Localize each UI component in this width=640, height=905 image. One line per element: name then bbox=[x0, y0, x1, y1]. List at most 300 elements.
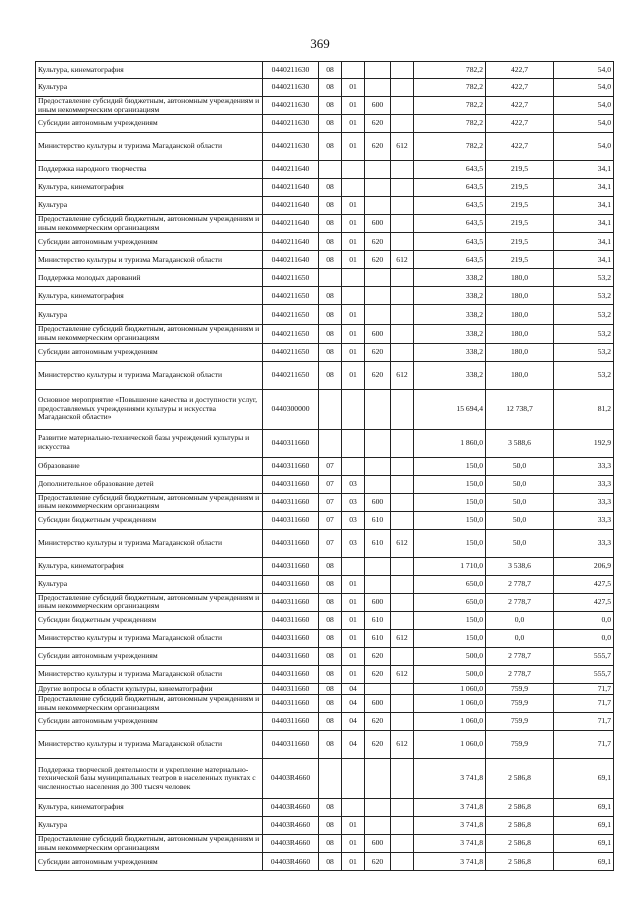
row-executed-amount: 219,5 bbox=[486, 215, 554, 233]
row-target-code: 0440311660 bbox=[263, 629, 319, 647]
row-planned-amount: 500,0 bbox=[414, 647, 486, 665]
row-department bbox=[391, 511, 414, 529]
row-execution-percent: 0,0 bbox=[554, 629, 614, 647]
row-subsection bbox=[342, 429, 365, 457]
row-department bbox=[391, 287, 414, 305]
row-planned-amount: 782,2 bbox=[414, 133, 486, 161]
row-name: Культура, кинематография bbox=[36, 557, 263, 575]
row-name: Министерство культуры и туризма Магаданской области bbox=[36, 361, 263, 389]
table-row bbox=[36, 287, 614, 305]
row-section: 08 bbox=[319, 853, 342, 871]
row-section: 08 bbox=[319, 835, 342, 853]
row-subsection: 04 bbox=[342, 683, 365, 694]
row-name: Предоставление субсидий бюджетным, автономным учреждениям и иным некоммерческим организациям bbox=[36, 593, 263, 611]
table-row bbox=[36, 629, 614, 647]
row-subsection: 03 bbox=[342, 475, 365, 493]
row-planned-amount: 15 694,4 bbox=[414, 389, 486, 429]
row-execution-percent: 54,0 bbox=[554, 133, 614, 161]
row-executed-amount: 180,0 bbox=[486, 269, 554, 287]
row-execution-percent: 34,1 bbox=[554, 179, 614, 197]
row-target-code: 0440311660 bbox=[263, 593, 319, 611]
row-planned-amount: 643,5 bbox=[414, 197, 486, 215]
table-row bbox=[36, 593, 614, 611]
row-name: Поддержка молодых дарований bbox=[36, 269, 263, 287]
row-execution-percent: 69,1 bbox=[554, 835, 614, 853]
row-subsection: 03 bbox=[342, 511, 365, 529]
row-execution-percent: 33,3 bbox=[554, 493, 614, 511]
table-row bbox=[36, 683, 614, 694]
row-planned-amount: 338,2 bbox=[414, 287, 486, 305]
row-subsection bbox=[342, 179, 365, 197]
row-target-code: 0440211640 bbox=[263, 233, 319, 251]
row-target-code: 0440311660 bbox=[263, 713, 319, 731]
table-row bbox=[36, 557, 614, 575]
row-department bbox=[391, 493, 414, 511]
row-planned-amount: 150,0 bbox=[414, 493, 486, 511]
row-execution-percent: 53,2 bbox=[554, 325, 614, 343]
row-expense-type: 610 bbox=[365, 529, 391, 557]
row-subsection bbox=[342, 62, 365, 79]
row-subsection bbox=[342, 799, 365, 817]
row-target-code: 0440311660 bbox=[263, 647, 319, 665]
table-row bbox=[36, 97, 614, 115]
row-name: Министерство культуры и туризма Магаданской области bbox=[36, 529, 263, 557]
table-row bbox=[36, 799, 614, 817]
row-section: 08 bbox=[319, 133, 342, 161]
row-execution-percent: 69,1 bbox=[554, 759, 614, 799]
row-planned-amount: 650,0 bbox=[414, 575, 486, 593]
row-subsection: 04 bbox=[342, 694, 365, 712]
row-name: Другие вопросы в области культуры, кинематографии bbox=[36, 683, 263, 694]
row-name: Культура, кинематография bbox=[36, 62, 263, 79]
row-execution-percent: 34,1 bbox=[554, 215, 614, 233]
row-executed-amount: 759,9 bbox=[486, 694, 554, 712]
row-target-code: 0440311660 bbox=[263, 575, 319, 593]
table-row bbox=[36, 305, 614, 325]
row-section: 08 bbox=[319, 62, 342, 79]
row-name: Культура bbox=[36, 817, 263, 835]
row-execution-percent: 206,9 bbox=[554, 557, 614, 575]
row-executed-amount: 219,5 bbox=[486, 179, 554, 197]
row-execution-percent: 34,1 bbox=[554, 251, 614, 269]
row-executed-amount: 422,7 bbox=[486, 133, 554, 161]
row-target-code: 0440311660 bbox=[263, 429, 319, 457]
row-executed-amount: 2 778,7 bbox=[486, 647, 554, 665]
row-subsection bbox=[342, 759, 365, 799]
row-planned-amount: 150,0 bbox=[414, 511, 486, 529]
row-expense-type: 620 bbox=[365, 115, 391, 133]
row-execution-percent: 54,0 bbox=[554, 62, 614, 79]
row-execution-percent: 427,5 bbox=[554, 593, 614, 611]
row-planned-amount: 3 741,8 bbox=[414, 759, 486, 799]
row-execution-percent: 427,5 bbox=[554, 575, 614, 593]
row-department: 612 bbox=[391, 133, 414, 161]
row-planned-amount: 643,5 bbox=[414, 251, 486, 269]
table-row bbox=[36, 713, 614, 731]
row-name: Предоставление субсидий бюджетным, автономным учреждениям и иным некоммерческим организациям bbox=[36, 325, 263, 343]
row-executed-amount: 219,5 bbox=[486, 233, 554, 251]
row-department bbox=[391, 429, 414, 457]
table-row bbox=[36, 759, 614, 799]
row-executed-amount: 422,7 bbox=[486, 115, 554, 133]
row-target-code: 04403R4660 bbox=[263, 759, 319, 799]
row-section: 07 bbox=[319, 457, 342, 475]
row-subsection: 01 bbox=[342, 79, 365, 97]
row-department bbox=[391, 197, 414, 215]
row-department bbox=[391, 683, 414, 694]
row-execution-percent: 34,1 bbox=[554, 233, 614, 251]
row-expense-type: 620 bbox=[365, 361, 391, 389]
row-execution-percent: 69,1 bbox=[554, 817, 614, 835]
row-name: Культура bbox=[36, 197, 263, 215]
row-target-code: 0440211630 bbox=[263, 62, 319, 79]
row-department bbox=[391, 713, 414, 731]
row-name: Субсидии автономным учреждениям bbox=[36, 233, 263, 251]
row-target-code: 04403R4660 bbox=[263, 817, 319, 835]
table-row bbox=[36, 197, 614, 215]
row-subsection bbox=[342, 161, 365, 179]
row-section: 08 bbox=[319, 683, 342, 694]
table-row bbox=[36, 575, 614, 593]
row-subsection: 01 bbox=[342, 611, 365, 629]
row-section: 08 bbox=[319, 251, 342, 269]
row-subsection: 01 bbox=[342, 629, 365, 647]
row-expense-type: 600 bbox=[365, 325, 391, 343]
row-expense-type: 620 bbox=[365, 647, 391, 665]
row-subsection bbox=[342, 389, 365, 429]
row-section: 07 bbox=[319, 475, 342, 493]
row-section: 08 bbox=[319, 325, 342, 343]
row-expense-type: 610 bbox=[365, 611, 391, 629]
row-name: Министерство культуры и туризма Магаданской области bbox=[36, 731, 263, 759]
row-department bbox=[391, 759, 414, 799]
row-executed-amount: 219,5 bbox=[486, 251, 554, 269]
row-expense-type bbox=[365, 79, 391, 97]
row-name: Предоставление субсидий бюджетным, автономным учреждениям и иным некоммерческим организациям bbox=[36, 835, 263, 853]
row-executed-amount: 2 778,7 bbox=[486, 593, 554, 611]
row-name: Дополнительное образование детей bbox=[36, 475, 263, 493]
row-department: 612 bbox=[391, 629, 414, 647]
table-row bbox=[36, 647, 614, 665]
row-execution-percent: 81,2 bbox=[554, 389, 614, 429]
table-row bbox=[36, 62, 614, 79]
row-subsection bbox=[342, 557, 365, 575]
table-row bbox=[36, 269, 614, 287]
row-section: 08 bbox=[319, 647, 342, 665]
row-subsection: 01 bbox=[342, 97, 365, 115]
row-department bbox=[391, 343, 414, 361]
row-executed-amount: 2 586,8 bbox=[486, 835, 554, 853]
row-target-code: 0440211640 bbox=[263, 215, 319, 233]
row-section bbox=[319, 389, 342, 429]
row-target-code: 0440211650 bbox=[263, 343, 319, 361]
row-expense-type bbox=[365, 305, 391, 325]
row-target-code: 0440311660 bbox=[263, 665, 319, 683]
row-execution-percent: 54,0 bbox=[554, 97, 614, 115]
table-row bbox=[36, 493, 614, 511]
row-execution-percent: 33,3 bbox=[554, 511, 614, 529]
row-department bbox=[391, 611, 414, 629]
row-department bbox=[391, 475, 414, 493]
row-executed-amount: 422,7 bbox=[486, 62, 554, 79]
row-expense-type bbox=[365, 389, 391, 429]
row-planned-amount: 338,2 bbox=[414, 269, 486, 287]
row-section: 08 bbox=[319, 799, 342, 817]
row-planned-amount: 1 060,0 bbox=[414, 683, 486, 694]
row-expense-type: 620 bbox=[365, 713, 391, 731]
row-planned-amount: 150,0 bbox=[414, 457, 486, 475]
row-planned-amount: 782,2 bbox=[414, 115, 486, 133]
table-row bbox=[36, 133, 614, 161]
row-executed-amount: 0,0 bbox=[486, 629, 554, 647]
row-expense-type: 600 bbox=[365, 593, 391, 611]
row-target-code: 0440311660 bbox=[263, 694, 319, 712]
budget-table bbox=[35, 61, 614, 871]
row-execution-percent: 54,0 bbox=[554, 79, 614, 97]
row-department bbox=[391, 647, 414, 665]
row-subsection: 01 bbox=[342, 305, 365, 325]
row-department bbox=[391, 835, 414, 853]
row-subsection: 04 bbox=[342, 731, 365, 759]
row-name: Культура, кинематография bbox=[36, 799, 263, 817]
row-subsection: 01 bbox=[342, 133, 365, 161]
row-department bbox=[391, 79, 414, 97]
row-planned-amount: 338,2 bbox=[414, 361, 486, 389]
table-row bbox=[36, 835, 614, 853]
row-section: 08 bbox=[319, 343, 342, 361]
row-name: Субсидии автономным учреждениям bbox=[36, 115, 263, 133]
row-planned-amount: 3 741,8 bbox=[414, 817, 486, 835]
row-department bbox=[391, 115, 414, 133]
row-executed-amount: 50,0 bbox=[486, 457, 554, 475]
row-planned-amount: 150,0 bbox=[414, 529, 486, 557]
row-executed-amount: 12 738,7 bbox=[486, 389, 554, 429]
row-planned-amount: 643,5 bbox=[414, 215, 486, 233]
row-expense-type bbox=[365, 269, 391, 287]
row-department bbox=[391, 305, 414, 325]
row-department bbox=[391, 575, 414, 593]
row-subsection: 03 bbox=[342, 529, 365, 557]
row-name: Министерство культуры и туризма Магаданской области bbox=[36, 629, 263, 647]
row-planned-amount: 1 060,0 bbox=[414, 694, 486, 712]
row-name: Субсидии бюджетным учреждениям bbox=[36, 611, 263, 629]
row-name: Министерство культуры и туризма Магаданской области bbox=[36, 665, 263, 683]
row-planned-amount: 150,0 bbox=[414, 475, 486, 493]
row-department bbox=[391, 97, 414, 115]
row-section: 07 bbox=[319, 511, 342, 529]
row-expense-type: 610 bbox=[365, 511, 391, 529]
row-planned-amount: 1 710,0 bbox=[414, 557, 486, 575]
row-subsection: 01 bbox=[342, 233, 365, 251]
row-department bbox=[391, 62, 414, 79]
row-execution-percent: 555,7 bbox=[554, 665, 614, 683]
row-name: Субсидии бюджетным учреждениям bbox=[36, 511, 263, 529]
row-expense-type: 600 bbox=[365, 215, 391, 233]
row-target-code: 0440211630 bbox=[263, 133, 319, 161]
row-execution-percent: 192,9 bbox=[554, 429, 614, 457]
row-subsection: 01 bbox=[342, 251, 365, 269]
row-department: 612 bbox=[391, 731, 414, 759]
table-row bbox=[36, 215, 614, 233]
row-executed-amount: 180,0 bbox=[486, 287, 554, 305]
row-planned-amount: 650,0 bbox=[414, 593, 486, 611]
row-section: 08 bbox=[319, 361, 342, 389]
row-name: Субсидии автономным учреждениям bbox=[36, 853, 263, 871]
row-target-code: 0440211630 bbox=[263, 79, 319, 97]
row-executed-amount: 2 586,8 bbox=[486, 853, 554, 871]
row-execution-percent: 33,3 bbox=[554, 457, 614, 475]
row-expense-type: 600 bbox=[365, 694, 391, 712]
row-executed-amount: 180,0 bbox=[486, 343, 554, 361]
row-section: 08 bbox=[319, 179, 342, 197]
row-target-code: 0440211650 bbox=[263, 287, 319, 305]
row-subsection: 01 bbox=[342, 361, 365, 389]
row-executed-amount: 219,5 bbox=[486, 197, 554, 215]
row-name: Предоставление субсидий бюджетным, автономным учреждениям и иным некоммерческим организациям bbox=[36, 493, 263, 511]
row-target-code: 0440211640 bbox=[263, 197, 319, 215]
row-section: 08 bbox=[319, 115, 342, 133]
row-department bbox=[391, 389, 414, 429]
row-department bbox=[391, 179, 414, 197]
row-section: 08 bbox=[319, 593, 342, 611]
row-expense-type bbox=[365, 575, 391, 593]
row-subsection: 01 bbox=[342, 593, 365, 611]
table-row bbox=[36, 665, 614, 683]
table-row bbox=[36, 343, 614, 361]
row-target-code: 0440211650 bbox=[263, 325, 319, 343]
row-subsection: 01 bbox=[342, 343, 365, 361]
row-executed-amount: 219,5 bbox=[486, 161, 554, 179]
row-expense-type bbox=[365, 287, 391, 305]
row-planned-amount: 1 060,0 bbox=[414, 713, 486, 731]
row-target-code: 04403R4660 bbox=[263, 799, 319, 817]
row-name: Министерство культуры и туризма Магаданской области bbox=[36, 251, 263, 269]
row-department bbox=[391, 457, 414, 475]
row-subsection: 01 bbox=[342, 665, 365, 683]
table-row bbox=[36, 731, 614, 759]
row-execution-percent: 69,1 bbox=[554, 853, 614, 871]
row-execution-percent: 71,7 bbox=[554, 731, 614, 759]
row-department bbox=[391, 853, 414, 871]
row-target-code: 0440211650 bbox=[263, 269, 319, 287]
row-section: 08 bbox=[319, 611, 342, 629]
row-target-code: 0440211640 bbox=[263, 161, 319, 179]
row-section: 08 bbox=[319, 79, 342, 97]
row-section bbox=[319, 161, 342, 179]
table-row bbox=[36, 115, 614, 133]
row-planned-amount: 1 060,0 bbox=[414, 731, 486, 759]
row-target-code: 0440311660 bbox=[263, 683, 319, 694]
row-subsection: 01 bbox=[342, 647, 365, 665]
row-expense-type: 620 bbox=[365, 133, 391, 161]
table-row bbox=[36, 161, 614, 179]
row-expense-type bbox=[365, 457, 391, 475]
row-target-code: 0440311660 bbox=[263, 475, 319, 493]
row-subsection: 01 bbox=[342, 853, 365, 871]
row-planned-amount: 782,2 bbox=[414, 79, 486, 97]
row-section bbox=[319, 429, 342, 457]
table-row bbox=[36, 251, 614, 269]
row-execution-percent: 33,3 bbox=[554, 529, 614, 557]
row-subsection: 01 bbox=[342, 325, 365, 343]
row-target-code: 0440311660 bbox=[263, 529, 319, 557]
row-executed-amount: 180,0 bbox=[486, 305, 554, 325]
row-department bbox=[391, 593, 414, 611]
row-expense-type bbox=[365, 799, 391, 817]
row-expense-type: 600 bbox=[365, 835, 391, 853]
row-executed-amount: 3 538,6 bbox=[486, 557, 554, 575]
row-expense-type bbox=[365, 759, 391, 799]
row-planned-amount: 3 741,8 bbox=[414, 853, 486, 871]
row-name: Культура bbox=[36, 575, 263, 593]
row-execution-percent: 53,2 bbox=[554, 269, 614, 287]
row-target-code: 0440311660 bbox=[263, 731, 319, 759]
row-department: 612 bbox=[391, 665, 414, 683]
row-department: 612 bbox=[391, 529, 414, 557]
row-subsection: 01 bbox=[342, 115, 365, 133]
row-name: Культура, кинематография bbox=[36, 287, 263, 305]
row-planned-amount: 782,2 bbox=[414, 97, 486, 115]
row-target-code: 0440211630 bbox=[263, 97, 319, 115]
row-executed-amount: 759,9 bbox=[486, 731, 554, 759]
row-execution-percent: 33,3 bbox=[554, 475, 614, 493]
row-section: 08 bbox=[319, 215, 342, 233]
row-planned-amount: 338,2 bbox=[414, 325, 486, 343]
row-department bbox=[391, 694, 414, 712]
row-subsection: 01 bbox=[342, 215, 365, 233]
row-execution-percent: 71,7 bbox=[554, 713, 614, 731]
table-row bbox=[36, 475, 614, 493]
row-subsection bbox=[342, 287, 365, 305]
row-target-code: 0440211630 bbox=[263, 115, 319, 133]
row-section: 08 bbox=[319, 233, 342, 251]
row-executed-amount: 50,0 bbox=[486, 493, 554, 511]
row-executed-amount: 3 588,6 bbox=[486, 429, 554, 457]
row-name: Субсидии автономным учреждениям bbox=[36, 647, 263, 665]
row-execution-percent: 34,1 bbox=[554, 197, 614, 215]
row-expense-type: 620 bbox=[365, 665, 391, 683]
table-row bbox=[36, 511, 614, 529]
row-expense-type: 600 bbox=[365, 97, 391, 115]
row-department bbox=[391, 325, 414, 343]
row-department: 612 bbox=[391, 251, 414, 269]
row-subsection: 04 bbox=[342, 713, 365, 731]
row-expense-type bbox=[365, 161, 391, 179]
table-row bbox=[36, 457, 614, 475]
row-planned-amount: 338,2 bbox=[414, 343, 486, 361]
row-department: 612 bbox=[391, 361, 414, 389]
row-name: Основное мероприятие «Повышение качества и доступности услуг, предоставляемых учреждениями культуры и искусства Магаданской области» bbox=[36, 389, 263, 429]
row-executed-amount: 2 586,8 bbox=[486, 799, 554, 817]
row-expense-type bbox=[365, 179, 391, 197]
row-target-code: 04403R4660 bbox=[263, 853, 319, 871]
row-executed-amount: 2 778,7 bbox=[486, 575, 554, 593]
row-section: 08 bbox=[319, 305, 342, 325]
row-execution-percent: 71,7 bbox=[554, 694, 614, 712]
row-execution-percent: 555,7 bbox=[554, 647, 614, 665]
row-planned-amount: 643,5 bbox=[414, 179, 486, 197]
row-department bbox=[391, 215, 414, 233]
row-executed-amount: 422,7 bbox=[486, 97, 554, 115]
row-planned-amount: 643,5 bbox=[414, 161, 486, 179]
row-section: 08 bbox=[319, 575, 342, 593]
row-executed-amount: 50,0 bbox=[486, 475, 554, 493]
row-department bbox=[391, 161, 414, 179]
row-execution-percent: 71,7 bbox=[554, 683, 614, 694]
row-executed-amount: 422,7 bbox=[486, 79, 554, 97]
row-target-code: 0440211640 bbox=[263, 179, 319, 197]
row-department bbox=[391, 557, 414, 575]
